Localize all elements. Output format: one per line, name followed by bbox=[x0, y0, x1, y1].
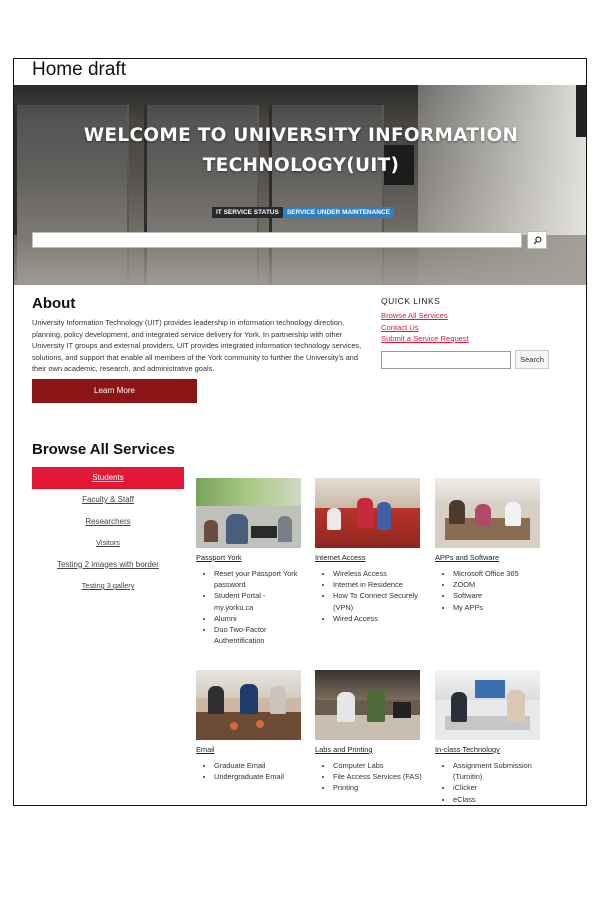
card-title[interactable]: Email bbox=[196, 745, 215, 754]
quick-link-submit-service-request[interactable]: Submit a Service Request bbox=[381, 334, 469, 343]
hero-search-button[interactable] bbox=[527, 231, 547, 249]
card-link-list bbox=[435, 568, 543, 613]
service-card-passport-york bbox=[196, 478, 304, 646]
card-photo bbox=[435, 478, 540, 548]
page-frame bbox=[13, 58, 587, 806]
card-link[interactable]: • Wireless Access bbox=[333, 568, 423, 579]
card-link[interactable]: • Duo Two-Factor Authentification bbox=[214, 624, 304, 646]
service-card-email bbox=[196, 670, 304, 782]
card-link[interactable]: • eClass bbox=[453, 794, 543, 805]
service-status-badge[interactable] bbox=[212, 207, 394, 218]
tab-testing-2-images[interactable]: Testing 2 images with border bbox=[57, 559, 159, 569]
status-label: IT SERVICE STATUS bbox=[212, 207, 283, 218]
about-paragraph: University Information Technology (UIT) provides leadership in information technology direction, planning, policy development, and integrated service delivery for York. In partnership with other University IT groups and external providers, UIT provides integrated information technology services, solutions, and support that enable all members of the York community to further the University's and their own academic, research, and administrative goals. bbox=[32, 318, 362, 373]
hero-search-input[interactable] bbox=[32, 232, 522, 248]
browse-heading: Browse All Services bbox=[32, 441, 175, 458]
card-link[interactable]: • Software bbox=[453, 590, 543, 601]
card-title[interactable]: APPs and Software bbox=[435, 553, 500, 562]
card-link[interactable]: • Reset your Passport York password bbox=[214, 568, 304, 590]
card-link[interactable]: • Assignment Submission (Turnitin) bbox=[453, 760, 543, 782]
hero-banner bbox=[14, 85, 587, 285]
about-heading: About bbox=[32, 295, 76, 312]
card-photo bbox=[196, 478, 301, 548]
card-title[interactable]: Passport York bbox=[196, 553, 242, 562]
tab-faculty-staff[interactable]: Faculty & Staff bbox=[82, 495, 134, 504]
card-link[interactable]: • Alumni bbox=[214, 613, 304, 624]
card-link-list bbox=[315, 568, 423, 624]
card-link-list bbox=[315, 760, 423, 794]
quick-links-heading: QUICK LINKS bbox=[381, 296, 441, 306]
quick-link-contact-us[interactable]: Contact Us bbox=[381, 322, 419, 332]
sidebar-search-button[interactable]: Search bbox=[515, 350, 549, 369]
card-link[interactable]: • Student Portal - my.yorku.ca bbox=[214, 590, 304, 612]
card-link[interactable]: • Microsoft Office 365 bbox=[453, 568, 543, 579]
card-link[interactable]: • How To Connect Securely (VPN) bbox=[333, 590, 423, 612]
tab-testing-3-gallery[interactable]: Testing 3 gallery bbox=[81, 581, 135, 590]
card-link[interactable]: • iClicker bbox=[453, 782, 543, 793]
card-link[interactable]: • Printing bbox=[333, 782, 423, 793]
card-photo bbox=[315, 670, 420, 740]
card-title[interactable]: Internet Access bbox=[315, 553, 366, 562]
status-value: SERVICE UNDER MAINTENANCE bbox=[283, 207, 394, 218]
page-title: Home draft bbox=[32, 59, 126, 80]
card-link-list bbox=[435, 760, 543, 805]
card-link[interactable]: • ZOOM bbox=[453, 579, 543, 590]
card-link[interactable]: • Internet in Residence bbox=[333, 579, 423, 590]
card-title[interactable]: Labs and Printing bbox=[315, 745, 373, 754]
tab-researchers[interactable]: Researchers bbox=[85, 516, 131, 526]
service-card-labs-and-printing bbox=[315, 670, 423, 794]
tab-students[interactable]: Students bbox=[32, 467, 184, 489]
card-link[interactable]: • Undergraduate Email bbox=[214, 771, 304, 782]
hero-title-line1: WELCOME TO UNIVERSITY INFORMATION bbox=[83, 125, 519, 146]
card-link-list bbox=[196, 760, 304, 782]
card-title[interactable]: In-class Technology bbox=[435, 745, 500, 754]
service-card-internet-access bbox=[315, 478, 423, 624]
card-link[interactable]: • File Access Services (FAS) bbox=[333, 771, 423, 782]
card-photo bbox=[315, 478, 420, 548]
card-link[interactable]: • Wired Access bbox=[333, 613, 423, 624]
card-link-list bbox=[196, 568, 304, 646]
hero-title bbox=[14, 121, 587, 181]
quick-link-browse-all-services[interactable]: Browse All Services bbox=[381, 311, 448, 320]
learn-more-button[interactable]: Learn More bbox=[32, 379, 197, 403]
service-card-apps-and-software bbox=[435, 478, 543, 613]
audience-tabs bbox=[32, 467, 184, 597]
tab-visitors[interactable]: Visitors bbox=[96, 538, 120, 547]
card-photo bbox=[196, 670, 301, 740]
hero-title-line2: TECHNOLOGY(UIT) bbox=[202, 155, 400, 176]
card-link[interactable]: • Computer Labs bbox=[333, 760, 423, 771]
card-link[interactable]: • Graduate Email bbox=[214, 760, 304, 771]
card-link[interactable]: • My APPs bbox=[453, 602, 543, 613]
search-icon bbox=[533, 236, 542, 245]
service-card-in-class-technology bbox=[435, 670, 543, 805]
quick-links-list bbox=[381, 310, 469, 345]
card-photo bbox=[435, 670, 540, 740]
sidebar-search-input[interactable] bbox=[381, 351, 511, 369]
